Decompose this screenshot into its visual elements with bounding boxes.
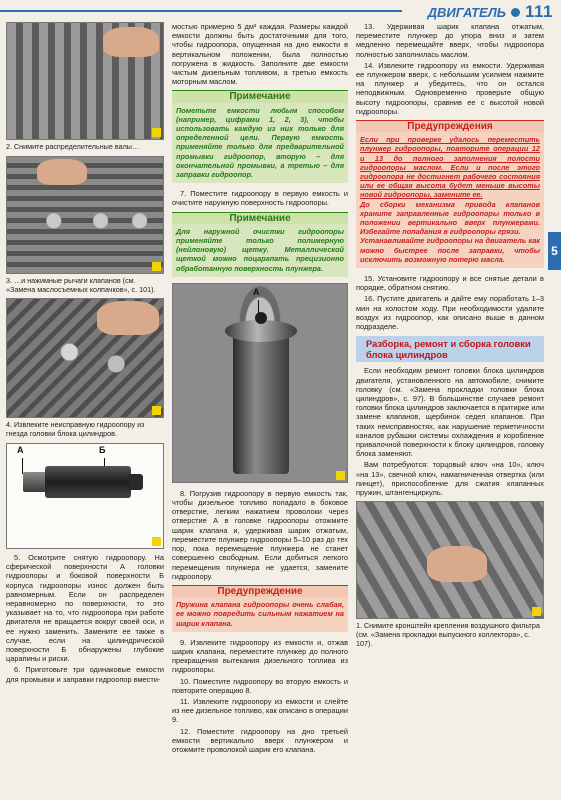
step-6: 6. Приготовьте три одинаковые емкости для промывки и заправки гидроопор вмести- bbox=[6, 665, 164, 684]
photo-label-a: А bbox=[253, 286, 260, 297]
page-header bbox=[400, 2, 561, 22]
section-heading: Разборка, ремонт и сборка головки блока цилиндров bbox=[356, 336, 544, 362]
warning-1: Если при проверке удалось переместить плунжер гидроопоры, повторите операции 12 и 13 до полного заполнения полости гидроопоры маслом. Если и после этого гидроопора не достигнет рабочего состояния или ее общая высота будет меньше высоты новой гидроопоры, замените ее. bbox=[360, 135, 540, 200]
caption-step-4: 4. Извлеките неисправную гидроопору из гнезда головки блока цилиндров. bbox=[6, 420, 145, 439]
photo-marker-icon bbox=[152, 406, 161, 415]
chapter-tab: 5 bbox=[548, 232, 561, 270]
warning-title: Предупреждение bbox=[172, 585, 348, 597]
caption-step-1: 1. Снимите кронштейн крепления воздушного фильтра (см. «Замена прокладки выпускного коллектора», с. 107). bbox=[356, 621, 540, 648]
column-2 bbox=[172, 22, 348, 756]
photo-rocker-arms bbox=[6, 156, 164, 274]
photo-lifter-top bbox=[172, 283, 348, 483]
step-9: 9. Извлеките гидроопору из емкости и, отжав шарик клапана, переместите плунжер до полного прекращения вытекания дизельного топлива из гидроопоры. bbox=[172, 637, 348, 675]
step-16: 16. Пустите двигатель и дайте ему поработать 1–3 мин на холостом ходу. При необходимости удалите воздух из гидроопор, как описано выше в данном подразделе. bbox=[356, 294, 544, 332]
step-10: 10. Поместите гидроопору во вторую емкость и повторите операцию 8. bbox=[172, 676, 348, 695]
step-8: 8. Погрузив гидроопору в первую емкость так, чтобы дизельное топливо попадало в боковое отверстие, легким нажатием проволоки через отверстие А в головке гидроопоры отожмите шарик клапана и, удерживая шарик отжатым, переместите плунжер гидроопоры 5–10 раз до тех пор, пока перемещение плунжера не станет совершенно свободным. Если добиться легкого перемещения плунжера не удается, замените гидроопору. bbox=[172, 488, 348, 581]
column-1 bbox=[6, 22, 164, 686]
caption-step-2: 2. Снимите распределительные валы… bbox=[6, 142, 140, 151]
repair-intro: Если необходим ремонт головки блока цилиндров двигателя, установленного на автомобиле, снимите головку (см. «Замена прокладки головки блока цилиндров», с. 97). В большинстве случаев ремонт головки блока цилиндров заключается в притирке или замене клапанов, щербинок седел клапанов. При таких неисправностях, как нарушение герметичности каналов рубашки системы охлаждения и коробление привалочной поверхности к блоку цилиндров, головку блока заменяют. bbox=[356, 366, 544, 459]
warning-3: Устанавливайте гидроопоры на двигатель как можно быстрее после заправки, чтобы исключить возможную потерю масла. bbox=[360, 236, 540, 264]
step-15: 15. Установите гидроопору и все снятые детали в порядке, обратном снятию. bbox=[356, 274, 544, 293]
step-12: 12. Поместите гидроопору на дно третьей емкости вертикально вверх плунжером и отожмите проволокой шарик его клапана. bbox=[172, 726, 348, 754]
photo-camshafts bbox=[6, 22, 164, 140]
page-number: 111 bbox=[525, 2, 553, 21]
step-6-continued: мостью примерно 5 дм³ каждая. Размеры каждой емкости должны быть достаточными для того, чтобы гидроопора, опущенная на дно емкости в вертикальном положении, была полностью погружена в жидкость. Заполните две емкости чистым дизельным топливом, а третью емкость моторным маслом. bbox=[172, 22, 348, 87]
step-13: 13. Удерживая шарик клапана отжатым, переместите плунжер до упора вниз и затем медленно перемещайте вверх, чтобы гидроопора полностью заполнилась маслом. bbox=[356, 22, 544, 59]
note-1-title: Примечание bbox=[172, 90, 348, 102]
note-2-title: Примечание bbox=[172, 212, 348, 224]
photo-marker-icon bbox=[152, 128, 161, 137]
warning-text: Пружина клапана гидроопоры очень слабая, ее можно повредить сильным нажатием на шарик клапана. bbox=[172, 597, 348, 632]
photo-marker-icon bbox=[336, 471, 345, 480]
warnings-text bbox=[356, 132, 544, 268]
photo-marker-icon bbox=[152, 537, 161, 546]
photo-remove-lifter bbox=[6, 298, 164, 418]
step-11: 11. Извлеките гидроопору из емкости и слейте из нее дизельное топливо, как описано в операции 9. bbox=[172, 696, 348, 725]
photo-lifter-inspection bbox=[6, 443, 164, 549]
photo-marker-icon bbox=[532, 607, 541, 616]
step-5: 5. Осмотрите снятую гидроопору. На сферической поверхности А головки гидроопоры и боковой поверхности Б корпуса гидроопоры износ должен быть равномерным. Если он распределен неравномерно по поверхности, то это указывает на то, что гидроопора при работе двигателя не вращается вокруг своей оси, и ее нужно заменить. Замените ее также в случае, если на цилиндрической поверхности Б обнаружены глубокие царапины и риски. bbox=[6, 552, 164, 664]
note-1-text: Пометьте емкости любым способом (например, цифрами 1, 2, 3), чтобы использовать каждую из них только для определенной цели. Первую емкость применяйте только для предварительной промывки гидроопор, вторую – для окончательной промывки, а третью – для заправки гидроопор. bbox=[172, 103, 348, 184]
label-b: Б bbox=[99, 444, 106, 455]
note-2-text: Для наружной очистки гидроопоры применяйте только полимерную (нейлоновую) щетку. Металлической щеткой можно поцарапать прецизионно обработанную поверхность плунжера. bbox=[172, 224, 348, 277]
photo-air-filter-bracket bbox=[356, 501, 544, 619]
warnings-title: Предупреждения bbox=[356, 120, 544, 132]
caption-step-3: 3. …и нажимные рычаги клапанов (см. «Замена маслосъемных колпачков», с. 101). bbox=[6, 275, 156, 294]
header-dot-icon bbox=[511, 8, 520, 17]
step-14: 14. Извлеките гидроопору из емкости. Удерживая ее плунжером вверх, с небольшим усилием нажмите на плунжер и убедитесь, что он остался неподвижным. Одновременно проверьте общую высоту гидроопоры, сравнив ее с высотой новой гидроопоры. bbox=[356, 60, 544, 116]
section-title: ДВИГАТЕЛЬ bbox=[427, 4, 506, 20]
label-a: А bbox=[17, 444, 24, 455]
warning-2: До сборки механизма привода клапанов храните заправленные гидроопоры только в положении вертикально вверх плунжерами. Избегайте попадания в гидроопоры грязи. bbox=[360, 199, 540, 237]
tools-needed: Вам потребуются: торцовый ключ «на 10», ключ «на 13», свечной ключ, намагниченная отвертка (или пинцет), приспособление для сжатия клапанных пружин, штангенциркуль. bbox=[356, 460, 544, 497]
photo-marker-icon bbox=[152, 262, 161, 271]
column-3 bbox=[356, 22, 544, 653]
step-7: 7. Поместите гидроопору в первую емкость и очистите наружную поверхность гидроопоры. bbox=[172, 189, 348, 208]
header-rule bbox=[0, 10, 402, 12]
